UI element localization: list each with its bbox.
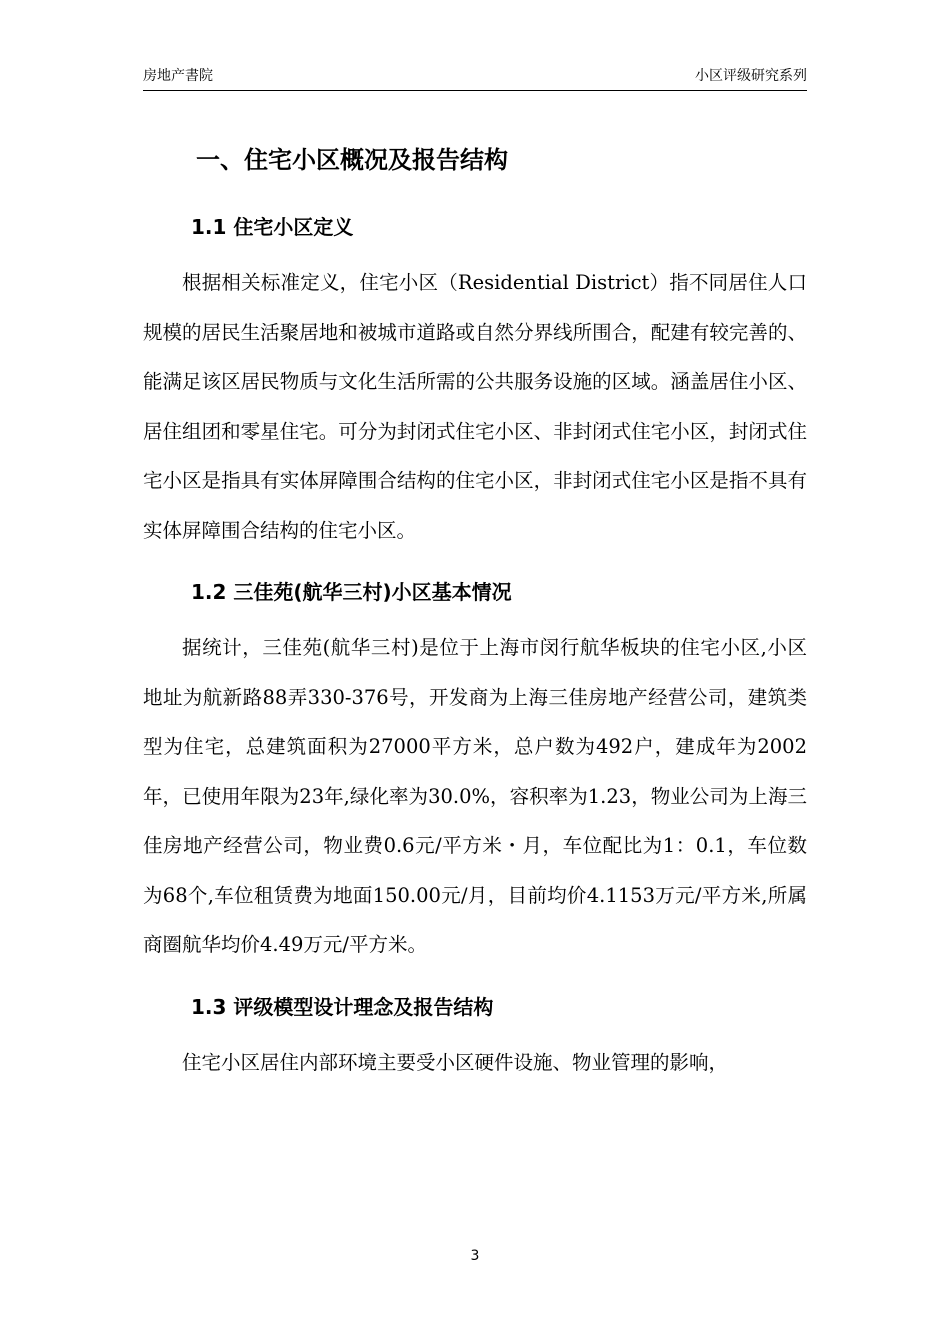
page-content <box>143 140 807 1087</box>
page-number: 3 <box>470 1248 480 1264</box>
section-1-1-heading: 1.1 住宅小区定义 <box>191 215 354 239</box>
section-1-2-paragraph: 据统计，三佳苑(航华三村)是位于上海市闵行航华板块的住宅小区,小区地址为航新路88弄330-376号，开发商为上海三佳房地产经营公司，建筑类型为住宅，总建筑面积为27000平方米，总户数为492户，建成年为2002年，已使用年限为23年,绿化率为30.0%，容积率为1.23，物业公司为上海三佳房地产经营公司，物业费0.6元/平方米・月，车位配比为1：0.1，车位数为68个,车位租赁费为地面150.00元/月，目前均价4.1153万元/平方米,所属商圈航华均价4.49万元/平方米。 <box>143 636 807 956</box>
section-1-heading: 一、住宅小区概况及报告结构 <box>196 146 508 174</box>
section-1-3-paragraph: 住宅小区居住内部环境主要受小区硬件设施、物业管理的影响， <box>182 1050 729 1074</box>
section-1-1-paragraph: 根据相关标准定义，住宅小区（Residential District）指不同居住人口规模的居民生活聚居地和被城市道路或自然分界线所围合，配建有较完善的、能满足该区居民物质与文化生活所需的公共服务设施的区域。涵盖居住小区、居住组团和零星住宅。可分为封闭式住宅小区、非封闭式住宅小区，封闭式住宅小区是指具有实体屏障围合结构的住宅小区，非封闭式住宅小区是指不具有实体屏障围合结构的住宅小区。 <box>143 271 807 542</box>
section-1-3-heading: 1.3 评级模型设计理念及报告结构 <box>191 994 494 1019</box>
header-series-title: 小区评级研究系列 <box>695 68 807 84</box>
page-header <box>143 66 807 91</box>
header-publisher: 房地产書院 <box>143 68 213 84</box>
section-1-2-heading: 1.2 三佳苑(航华三村)小区基本情况 <box>191 580 512 604</box>
